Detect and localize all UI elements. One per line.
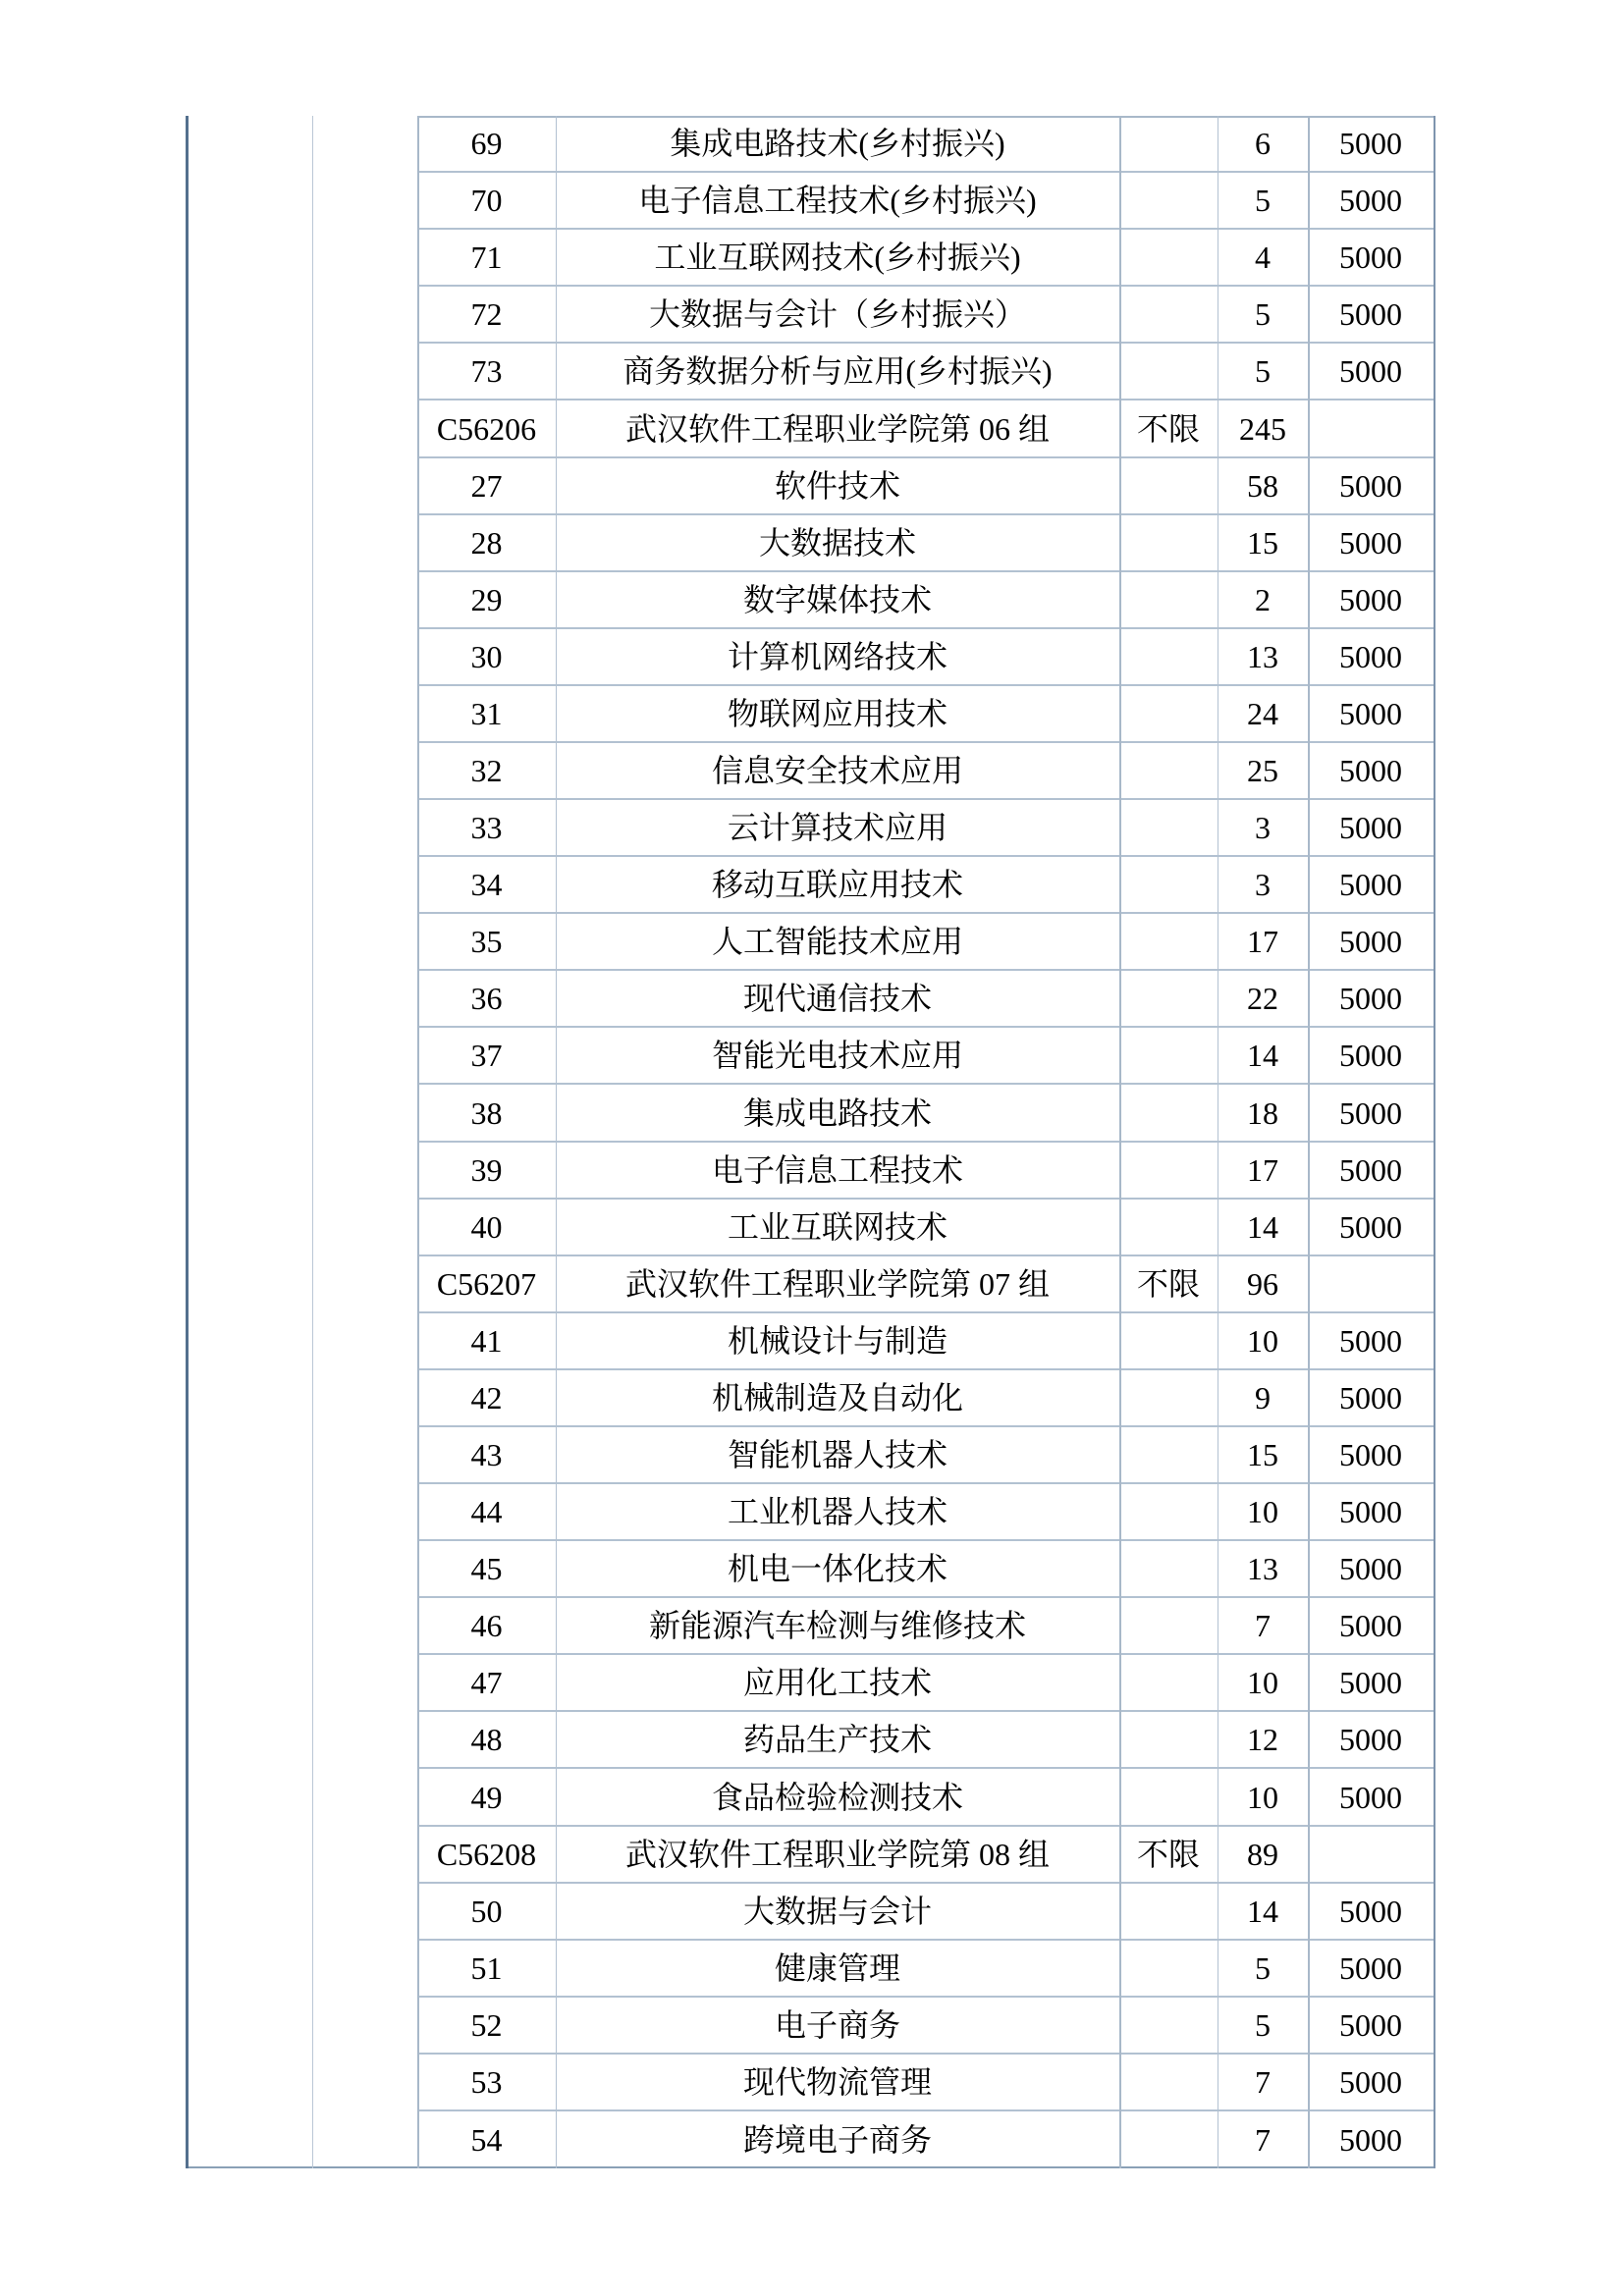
major-code-cell: 70 xyxy=(470,183,503,218)
plan-count-cell: 7 xyxy=(1255,2064,1271,2100)
admission-plan-table xyxy=(186,116,1435,2168)
subject-limit-cell xyxy=(1119,1085,1218,1141)
major-name-cell: 软件技术 xyxy=(774,468,900,504)
major-name-cell: 工业机器人技术 xyxy=(727,1494,947,1529)
subject-limit-cell xyxy=(1119,1541,1218,1596)
table-row xyxy=(417,458,1434,515)
table-row xyxy=(417,1827,1434,1884)
tuition-fee-cell: 5000 xyxy=(1339,1950,1402,1986)
tuition-fee-cell: 5000 xyxy=(1339,1323,1402,1359)
merged-college-column-border xyxy=(312,116,313,2168)
subject-limit-cell xyxy=(1119,2111,1218,2168)
tuition-fee-cell: 5000 xyxy=(1339,639,1402,674)
name-column-right-border xyxy=(1119,116,1121,2168)
table-row xyxy=(417,2055,1434,2111)
tuition-fee-cell: 5000 xyxy=(1339,1095,1402,1131)
plan-count-cell: 13 xyxy=(1247,1551,1278,1586)
table-row xyxy=(417,1884,1434,1941)
table-row xyxy=(417,230,1434,287)
major-code-cell: 44 xyxy=(470,1494,503,1529)
plan-count-cell: 10 xyxy=(1247,1494,1278,1529)
subject-limit-cell xyxy=(1119,116,1218,171)
table-row xyxy=(417,515,1434,572)
tuition-fee-cell: 5000 xyxy=(1339,1380,1402,1415)
tuition-fee-cell: 5000 xyxy=(1339,183,1402,218)
major-name-cell: 大数据与会计（乡村振兴） xyxy=(648,296,1026,332)
tuition-fee-cell: 5000 xyxy=(1339,1152,1402,1188)
major-code-cell: 29 xyxy=(470,582,503,617)
code-column-left-border xyxy=(417,116,419,2168)
table-row xyxy=(417,344,1434,400)
subject-limit-cell xyxy=(1119,1998,1218,2053)
major-name-cell: 商务数据分析与应用(乡村振兴) xyxy=(623,353,1053,389)
plan-count-cell: 5 xyxy=(1255,2007,1271,2043)
tuition-fee-cell: 5000 xyxy=(1339,2122,1402,2158)
subject-limit-cell xyxy=(1119,800,1218,855)
plan-count-cell: 25 xyxy=(1247,753,1278,788)
table-outer-left-border xyxy=(186,116,189,2168)
subject-limit-cell xyxy=(1119,1484,1218,1539)
subject-limit-cell xyxy=(1119,1427,1218,1482)
major-code-cell: 52 xyxy=(470,2007,503,2043)
plan-count-cell: 7 xyxy=(1255,1608,1271,1643)
major-code-cell: 33 xyxy=(470,810,503,845)
subject-limit-cell xyxy=(1119,1712,1218,1767)
major-code-cell: 27 xyxy=(470,468,503,504)
major-code-cell: 49 xyxy=(470,1779,503,1815)
major-code-cell: 43 xyxy=(470,1437,503,1472)
major-name-cell: 智能光电技术应用 xyxy=(711,1038,963,1073)
major-code-cell: C56206 xyxy=(436,410,537,447)
plan-count-cell: 5 xyxy=(1255,353,1271,389)
major-name-cell: 应用化工技术 xyxy=(742,1665,932,1700)
tuition-fee-cell: 5000 xyxy=(1339,240,1402,275)
major-name-cell: 移动互联应用技术 xyxy=(711,867,963,902)
code-column-right-border xyxy=(556,116,557,2168)
major-name-cell: 武汉软件工程职业学院第 07 组 xyxy=(624,1266,1050,1302)
tuition-fee-cell xyxy=(1308,400,1434,456)
major-code-cell: 51 xyxy=(470,1950,503,1986)
major-name-cell: 电子信息工程技术(乡村振兴) xyxy=(638,183,1037,218)
major-code-cell: 54 xyxy=(470,2122,503,2158)
table-row xyxy=(417,1541,1434,1598)
table-row xyxy=(417,173,1434,230)
major-code-cell: 30 xyxy=(470,639,503,674)
table-row xyxy=(417,287,1434,344)
major-name-cell: 工业互联网技术(乡村振兴) xyxy=(654,240,1021,275)
plan-count-cell: 5 xyxy=(1255,296,1271,332)
tuition-fee-cell: 5000 xyxy=(1339,525,1402,561)
major-code-cell: 41 xyxy=(470,1323,503,1359)
subject-limit-cell xyxy=(1119,458,1218,513)
subject-limit-cell xyxy=(1119,173,1218,228)
tuition-fee-cell: 5000 xyxy=(1339,1722,1402,1757)
major-code-cell: 38 xyxy=(470,1095,503,1131)
major-code-cell: 46 xyxy=(470,1608,503,1643)
subject-limit-cell xyxy=(1119,1143,1218,1198)
tuition-fee-cell: 5000 xyxy=(1339,353,1402,389)
subject-limit-cell xyxy=(1119,515,1218,570)
plan-count-cell: 14 xyxy=(1247,1038,1278,1073)
major-code-cell: 72 xyxy=(470,296,503,332)
plan-count-cell: 5 xyxy=(1255,1950,1271,1986)
major-code-cell: 32 xyxy=(470,753,503,788)
plan-count-cell: 58 xyxy=(1247,468,1278,504)
major-code-cell: 42 xyxy=(470,1380,503,1415)
plan-count-cell: 2 xyxy=(1255,582,1271,617)
major-name-cell: 健康管理 xyxy=(774,1950,900,1986)
subject-limit-cell xyxy=(1119,1884,1218,1939)
tuition-fee-cell: 5000 xyxy=(1339,1894,1402,1929)
tuition-fee-cell: 5000 xyxy=(1339,1437,1402,1472)
tuition-fee-cell: 5000 xyxy=(1339,1038,1402,1073)
major-code-cell: 34 xyxy=(470,867,503,902)
table-row xyxy=(417,629,1434,686)
major-name-cell: 跨境电子商务 xyxy=(742,2122,932,2158)
plan-count-cell: 7 xyxy=(1255,2122,1271,2158)
subject-limit-cell xyxy=(1119,1313,1218,1368)
plan-count-cell: 12 xyxy=(1247,1722,1278,1757)
major-code-cell: 48 xyxy=(470,1722,503,1757)
major-name-cell: 食品检验检测技术 xyxy=(711,1779,963,1815)
major-name-cell: 信息安全技术应用 xyxy=(711,753,963,788)
major-name-cell: 武汉软件工程职业学院第 08 组 xyxy=(624,1837,1050,1872)
major-name-cell: 计算机网络技术 xyxy=(727,639,947,674)
major-name-cell: 电子商务 xyxy=(774,2007,900,2043)
table-row xyxy=(417,1085,1434,1143)
major-code-cell: 71 xyxy=(470,240,503,275)
plan-count-cell: 3 xyxy=(1255,810,1271,845)
subject-limit-cell xyxy=(1119,914,1218,969)
subject-limit-cell xyxy=(1119,686,1218,741)
table-row xyxy=(417,1370,1434,1427)
major-code-cell: 53 xyxy=(470,2064,503,2100)
subject-limit-cell xyxy=(1119,629,1218,684)
subject-limit-cell xyxy=(1119,1941,1218,1996)
plan-count-cell: 10 xyxy=(1247,1323,1278,1359)
subject-limit-cell xyxy=(1119,743,1218,798)
table-row xyxy=(417,116,1434,173)
major-code-cell: 39 xyxy=(470,1152,503,1188)
subject-limit-cell xyxy=(1119,1370,1218,1425)
subject-limit-cell xyxy=(1119,1655,1218,1710)
plan-count-cell: 24 xyxy=(1247,696,1278,731)
major-code-cell: 45 xyxy=(470,1551,503,1586)
tuition-fee-cell: 5000 xyxy=(1339,1779,1402,1815)
tuition-fee-cell: 5000 xyxy=(1339,696,1402,731)
tuition-fee-cell: 5000 xyxy=(1339,2064,1402,2100)
major-name-cell: 云计算技术应用 xyxy=(727,810,947,845)
plan-count-cell: 89 xyxy=(1247,1837,1278,1872)
major-name-cell: 新能源汽车检测与维修技术 xyxy=(648,1608,1026,1643)
major-code-cell: 47 xyxy=(470,1665,503,1700)
plan-count-cell: 13 xyxy=(1247,639,1278,674)
table-row xyxy=(417,1256,1434,1313)
table-row xyxy=(417,1427,1434,1484)
table-row xyxy=(417,1200,1434,1256)
plan-count-cell: 17 xyxy=(1247,1152,1278,1188)
major-name-cell: 电子信息工程技术 xyxy=(711,1152,963,1188)
subject-limit-cell xyxy=(1119,971,1218,1026)
subject-limit-cell: 不限 xyxy=(1136,1837,1200,1872)
major-name-cell: 集成电路技术 xyxy=(742,1095,932,1131)
major-name-cell: 智能机器人技术 xyxy=(727,1437,947,1472)
major-name-cell: 机电一体化技术 xyxy=(727,1551,947,1586)
subject-limit-cell xyxy=(1119,1598,1218,1653)
table-row xyxy=(417,1143,1434,1200)
tuition-fee-cell: 5000 xyxy=(1339,296,1402,332)
major-name-cell: 工业互联网技术 xyxy=(727,1209,947,1245)
major-name-cell: 数字媒体技术 xyxy=(742,582,932,617)
subject-limit-cell xyxy=(1119,1769,1218,1825)
major-name-cell: 大数据技术 xyxy=(758,525,916,561)
subject-limit-cell: 不限 xyxy=(1136,410,1200,447)
table-row xyxy=(417,400,1434,458)
major-name-cell: 机械设计与制造 xyxy=(727,1323,947,1359)
subject-limit-cell xyxy=(1119,857,1218,912)
tuition-fee-cell: 5000 xyxy=(1339,1494,1402,1529)
major-name-cell: 集成电路技术(乡村振兴) xyxy=(670,126,1005,161)
major-code-cell: 36 xyxy=(470,981,503,1016)
major-name-cell: 武汉软件工程职业学院第 06 组 xyxy=(624,410,1050,447)
major-name-cell: 物联网应用技术 xyxy=(727,696,947,731)
major-code-cell: 40 xyxy=(470,1209,503,1245)
plan-count-cell: 9 xyxy=(1255,1380,1271,1415)
plan-count-cell: 6 xyxy=(1255,126,1271,161)
tuition-fee-cell: 5000 xyxy=(1339,468,1402,504)
major-code-cell: 28 xyxy=(470,525,503,561)
tuition-fee-cell: 5000 xyxy=(1339,810,1402,845)
table-row xyxy=(417,686,1434,743)
subject-limit-cell xyxy=(1119,344,1218,399)
major-code-cell: 73 xyxy=(470,353,503,389)
plan-count-cell: 17 xyxy=(1247,924,1278,959)
plan-count-cell: 14 xyxy=(1247,1894,1278,1929)
subject-limit-cell xyxy=(1119,1200,1218,1255)
plan-count-cell: 10 xyxy=(1247,1779,1278,1815)
tuition-fee-cell xyxy=(1308,1827,1434,1882)
tuition-fee-cell: 5000 xyxy=(1339,981,1402,1016)
major-code-cell: 50 xyxy=(470,1894,503,1929)
major-name-cell: 药品生产技术 xyxy=(742,1722,932,1757)
plan-count-cell: 10 xyxy=(1247,1665,1278,1700)
major-code-cell: C56207 xyxy=(436,1266,537,1302)
major-code-cell: C56208 xyxy=(436,1837,537,1872)
table-row xyxy=(417,857,1434,914)
plan-count-cell: 4 xyxy=(1255,240,1271,275)
table-row xyxy=(417,1313,1434,1370)
table-row xyxy=(417,1028,1434,1085)
plan-count-cell: 245 xyxy=(1239,410,1286,447)
major-name-cell: 现代物流管理 xyxy=(742,2064,932,2100)
table-top-border xyxy=(417,116,1435,118)
major-code-cell: 35 xyxy=(470,924,503,959)
plan-count-cell: 3 xyxy=(1255,867,1271,902)
table-row xyxy=(417,1941,1434,1998)
major-code-cell: 37 xyxy=(470,1038,503,1073)
table-bottom-border xyxy=(186,2166,1435,2168)
count-column-right-border xyxy=(1308,116,1310,2168)
major-name-cell: 机械制造及自动化 xyxy=(711,1380,963,1415)
table-row xyxy=(417,914,1434,971)
tuition-fee-cell: 5000 xyxy=(1339,924,1402,959)
tuition-fee-cell: 5000 xyxy=(1339,867,1402,902)
table-row xyxy=(417,971,1434,1028)
subject-limit-cell xyxy=(1119,287,1218,342)
plan-count-cell: 5 xyxy=(1255,183,1271,218)
subject-limit-cell: 不限 xyxy=(1136,1266,1200,1302)
tuition-fee-cell: 5000 xyxy=(1339,2007,1402,2043)
table-row xyxy=(417,2111,1434,2168)
table-rows-container xyxy=(186,116,1435,2168)
tuition-fee-cell: 5000 xyxy=(1339,1665,1402,1700)
tuition-fee-cell xyxy=(1308,1256,1434,1311)
major-code-cell: 31 xyxy=(470,696,503,731)
tuition-fee-cell: 5000 xyxy=(1339,1608,1402,1643)
table-row xyxy=(417,1712,1434,1769)
subject-limit-cell xyxy=(1119,1028,1218,1083)
table-row xyxy=(417,800,1434,857)
table-row xyxy=(417,1998,1434,2055)
major-code-cell: 69 xyxy=(470,126,503,161)
plan-count-cell: 15 xyxy=(1247,525,1278,561)
table-row xyxy=(417,572,1434,629)
tuition-fee-cell: 5000 xyxy=(1339,753,1402,788)
subject-limit-cell xyxy=(1119,230,1218,285)
subject-limit-cell xyxy=(1119,2055,1218,2109)
major-name-cell: 人工智能技术应用 xyxy=(711,924,963,959)
table-row xyxy=(417,1598,1434,1655)
tuition-fee-cell: 5000 xyxy=(1339,1551,1402,1586)
subject-limit-cell xyxy=(1119,572,1218,627)
plan-count-cell: 14 xyxy=(1247,1209,1278,1245)
table-row xyxy=(417,743,1434,800)
major-name-cell: 现代通信技术 xyxy=(742,981,932,1016)
table-row xyxy=(417,1769,1434,1827)
table-row xyxy=(417,1484,1434,1541)
plan-count-cell: 18 xyxy=(1247,1095,1278,1131)
plan-count-cell: 15 xyxy=(1247,1437,1278,1472)
table-outer-right-border xyxy=(1434,116,1435,2168)
table-row xyxy=(417,1655,1434,1712)
tuition-fee-cell: 5000 xyxy=(1339,582,1402,617)
tuition-fee-cell: 5000 xyxy=(1339,1209,1402,1245)
plan-count-cell: 96 xyxy=(1247,1266,1278,1302)
tuition-fee-cell: 5000 xyxy=(1339,126,1402,161)
plan-count-cell: 22 xyxy=(1247,981,1278,1016)
major-name-cell: 大数据与会计 xyxy=(742,1894,932,1929)
